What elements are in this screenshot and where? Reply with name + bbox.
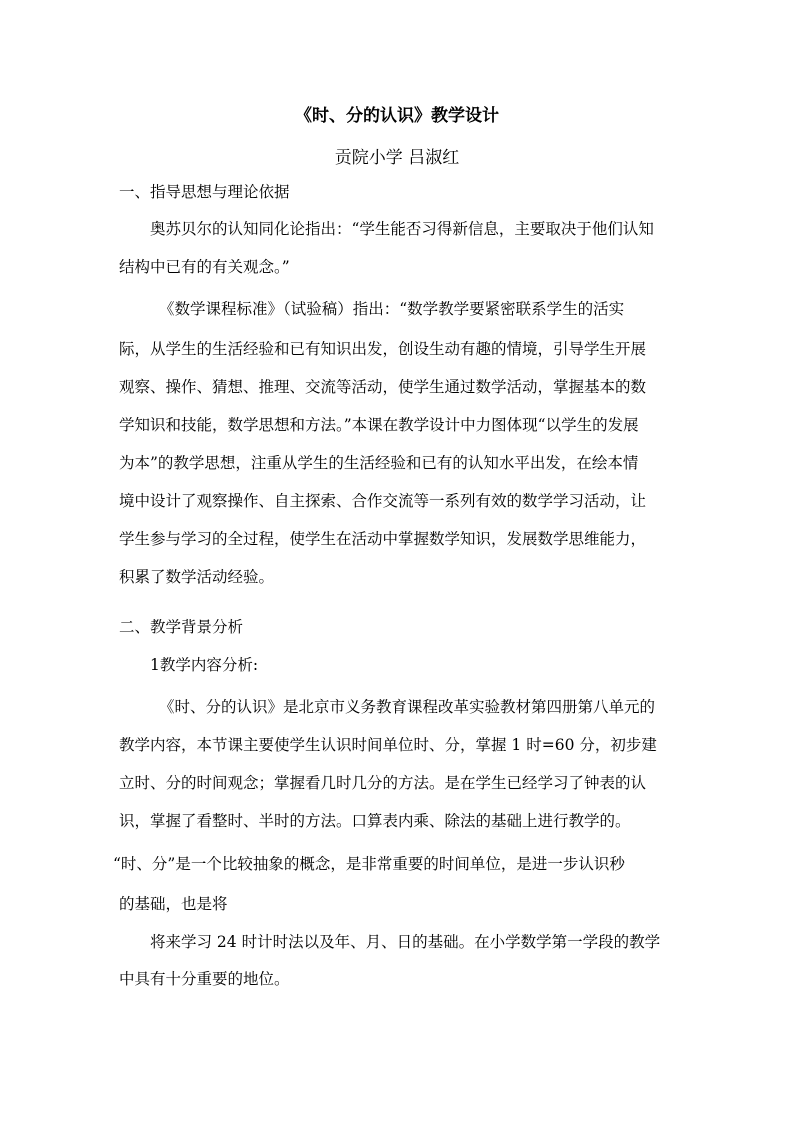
subsection-heading: 1教学内容分析: [150,656,259,674]
paragraph-line: 为本”的教学思想，注重从学生的生活经验和已有的认知水平出发，在绘本情 [119,454,639,472]
section-heading-2: 二、教学背景分析 [119,618,244,636]
paragraph-line: 积累了数学活动经验。 [119,568,275,586]
paragraph-line: 教学内容，本节课主要使学生认识时间单位时、分，掌握 1 时=60 分，初步建 [119,736,657,754]
document-title: 《时、分的认识》教学设计 [295,106,499,126]
paragraph-line: 《数学课程标准》（试验稿）指出：“数学教学要紧密联系学生的活实 [159,300,625,318]
paragraph-line: 境中设计了观察操作、自主探索、合作交流等一系列有效的数学学习活动，让 [119,492,647,510]
paragraph-line: 的基础，也是将 [119,895,228,913]
paragraph-line: 结构中已有的有关观念。” [119,258,290,276]
paragraph-line: 将来学习 24 时计时法以及年、月、日的基础。在小学数学第一学段的教学 [150,933,661,951]
paragraph-line: 识，掌握了看整时、半时的方法。口算表内乘、除法的基础上进行教学的。 [119,812,631,830]
paragraph-line: 《时、分的认识》是北京市义务教育课程改革实验教材第四册第八单元的 [159,698,656,716]
author-line: 贡院小学 吕淑红 [334,148,460,168]
paragraph-line: 学生参与学习的全过程，使学生在活动中掌握数学知识，发展数学思维能力， [119,530,647,548]
paragraph-line: “时、分”是一个比较抽象的概念，是非常重要的时间单位，是进一步认识秒 [113,855,625,873]
paragraph-line: 观察、操作、猜想、推理、交流等活动，使学生通过数学活动，掌握基本的数 [119,378,647,396]
section-heading-1: 一、指导思想与理论依据 [119,183,290,201]
paragraph-line: 奥苏贝尔的认知同化论指出：“学生能否习得新信息，主要取决于他们认知 [150,220,654,238]
paragraph-line: 中具有十分重要的地位。 [119,970,290,988]
paragraph-line: 立时、分的时间观念；掌握看几时几分的方法。是在学生已经学习了钟表的认 [119,774,647,792]
paragraph-line: 学知识和技能，数学思想和方法。”本课在教学设计中力图体现“以学生的发展 [119,416,639,434]
paragraph-line: 际，从学生的生活经验和已有知识出发，创设生动有趣的情境，引导学生开展 [119,340,647,358]
